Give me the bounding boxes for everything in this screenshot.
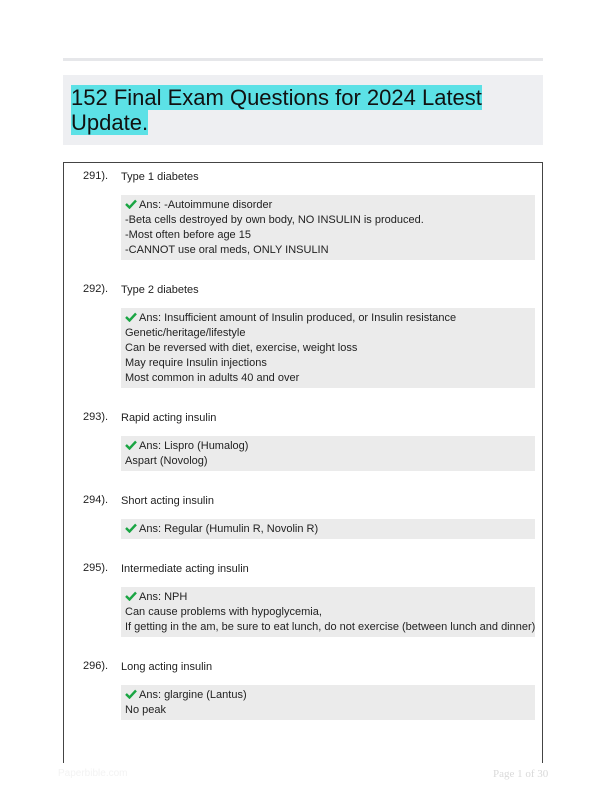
question-number: 291). [83,170,109,182]
answer-line: -Most often before age 15 [125,229,251,241]
answer-box [121,519,535,539]
question-number: 296). [83,660,109,672]
answer-line: -CANNOT use oral meds, ONLY INSULIN [125,244,329,256]
question-number: 295). [83,562,109,574]
question-text: Short acting insulin [121,495,214,507]
answer-box [121,436,535,471]
title-box [63,75,543,145]
question-number: 292). [83,283,109,295]
checkmark-icon [125,523,137,533]
answer-line: Ans: -Autoimmune disorder [139,199,273,211]
footer-watermark: Paperbible.com [58,768,128,779]
question-text: Long acting insulin [121,661,213,673]
page-number: Page 1 of 30 [493,768,549,780]
question-text: Type 2 diabetes [121,284,199,296]
answer-line: Genetic/heritage/lifestyle [125,327,246,339]
answer-line: Ans: NPH [139,591,188,603]
answer-line: Most common in adults 40 and over [125,372,300,384]
answer-line: Ans: Insufficient amount of Insulin produced, or Insulin resistance [139,312,457,324]
checkmark-icon [125,199,137,209]
answer-line: Can cause problems with hypoglycemia, [125,606,322,618]
answer-line: Ans: Lispro (Humalog) [139,440,249,452]
question-text: Intermediate acting insulin [121,563,249,575]
answer-line: -Beta cells destroyed by own body, NO INSULIN is produced. [125,214,424,226]
checkmark-icon [125,312,137,322]
answer-box [121,685,535,720]
checkmark-icon [125,689,137,699]
answer-line: If getting in the am, be sure to eat lunch, do not exercise (between lunch and dinner) [125,621,536,633]
question-number: 294). [83,494,109,506]
answer-box [121,195,535,260]
question-text: Type 1 diabetes [121,171,199,183]
qa-frame [63,162,543,763]
answer-line: May require Insulin injections [125,357,267,369]
checkmark-icon [125,591,137,601]
answer-line: Can be reversed with diet, exercise, weight loss [125,342,358,354]
question-number: 293). [83,411,109,423]
answer-line: No peak [125,704,166,716]
answer-line: Ans: glargine (Lantus) [139,689,247,701]
page-title [71,85,531,135]
title-line-2: Update. [71,110,149,135]
answer-box [121,587,535,637]
title-line-1: 152 Final Exam Questions for 2024 Latest [71,85,482,110]
answer-line: Aspart (Novolog) [125,455,208,467]
checkmark-icon [125,440,137,450]
answer-line: Ans: Regular (Humulin R, Novolin R) [139,523,319,535]
answer-box [121,308,535,388]
top-rule [63,58,543,61]
question-text: Rapid acting insulin [121,412,217,424]
